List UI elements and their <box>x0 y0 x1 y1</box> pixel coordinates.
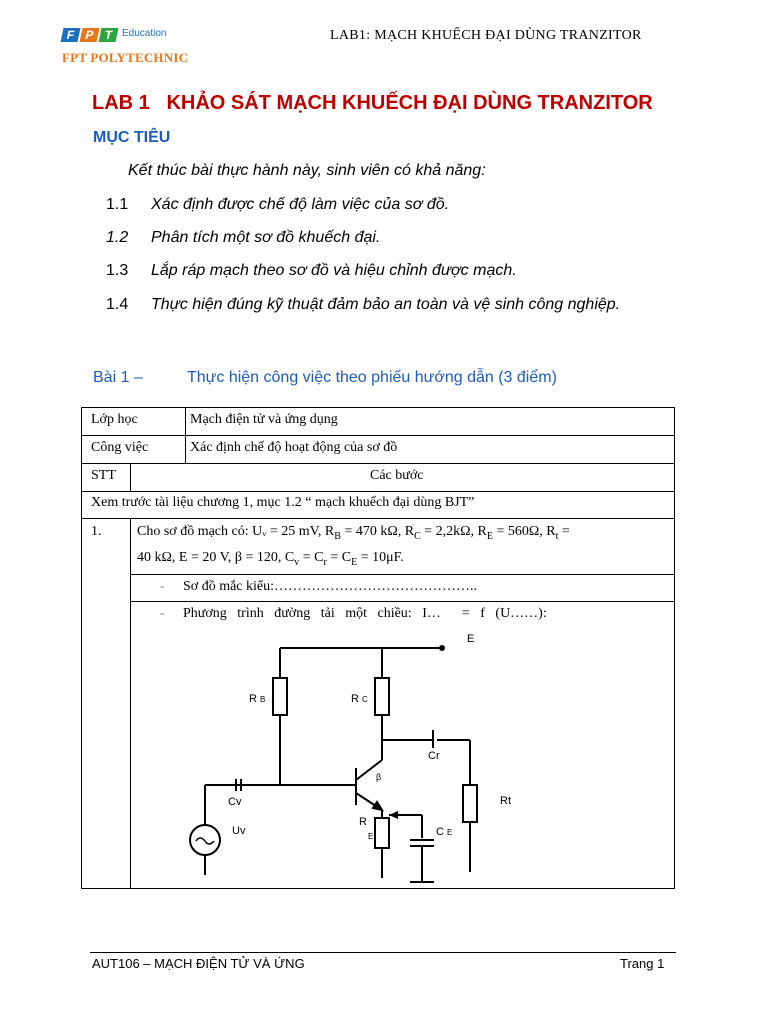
bullet-dash: - <box>160 579 165 594</box>
worksheet-table <box>81 407 675 889</box>
label-re: R <box>359 816 367 828</box>
logo-education: Education <box>122 28 167 39</box>
connection-type-question: Sơ đồ mắc kiểu:…………………………………….. <box>183 579 477 594</box>
task-value: Xác định chế độ hoạt động của sơ đồ <box>190 440 398 455</box>
table-rule <box>82 435 674 436</box>
class-label: Lớp học <box>91 412 138 427</box>
label-rt: Rt <box>500 795 511 807</box>
table-rule <box>130 601 674 602</box>
class-value: Mạch điện tử và ứng dụng <box>190 412 338 427</box>
table-rule <box>82 491 674 492</box>
table-rule <box>82 463 674 464</box>
objectives-intro: Kết thúc bài thực hành này, sinh viên có khả năng: <box>128 162 486 179</box>
table-rule <box>185 408 186 463</box>
label-ce: C E <box>436 826 453 838</box>
objective-number: 1.3 <box>106 262 129 279</box>
table-rule <box>130 463 131 491</box>
steps-header: Các bước <box>370 468 424 483</box>
logo-letter-f: F <box>61 28 81 42</box>
objective-text: Thực hiện đúng kỹ thuật đảm bảo an toàn và vệ sinh công nghiệp. <box>151 296 621 313</box>
step-parameters-line1: Cho sơ đồ mạch có: Uᵥ = 25 mV, $R_B = 470$ kΩ, $R_C = 2,2k\Omega$, $R_E = 560\Omega$, $R_t$ = <box>137 524 570 542</box>
logo-letter-t: T <box>99 28 119 42</box>
load-line-question: Phương trình đường tải một chiều: I… = f (U……): <box>183 606 547 621</box>
footer-rule <box>90 952 676 953</box>
label-e: E <box>467 633 475 645</box>
objective-text: Lắp ráp mạch theo sơ đồ và hiệu chỉnh được mạch. <box>151 262 517 279</box>
objectives-heading: MỤC TIÊU <box>93 129 171 146</box>
bullet-dash: - <box>160 606 165 621</box>
stt-header: STT <box>91 468 116 483</box>
objective-text: Xác định được chế độ làm việc của sơ đồ. <box>151 196 450 213</box>
exercise-label: Bài 1 – <box>93 369 143 386</box>
label-re-sub: E <box>368 832 374 841</box>
label-rc: R C <box>351 693 368 705</box>
step-number: 1. <box>91 524 102 539</box>
lab-title: LAB 1 KHẢO SÁT MẠCH KHUẾCH ĐẠI DÙNG TRANZITOR <box>92 92 653 114</box>
label-cr: Cr <box>428 750 440 762</box>
document-header-title: LAB1: MẠCH KHUẾCH ĐẠI DÙNG TRANZITOR <box>330 28 642 43</box>
table-rule <box>82 518 674 519</box>
label-uv: Uv <box>232 825 246 837</box>
footer-course: AUT106 – MẠCH ĐIỆN TỬ VÀ ỨNG <box>92 956 305 971</box>
fpt-logo <box>62 26 202 74</box>
table-rule <box>130 518 131 888</box>
preparation-note: Xem trước tài liệu chương 1, mục 1.2 “ mạch khuếch đại dùng BJT” <box>91 495 475 510</box>
label-beta: β <box>376 772 382 782</box>
footer-page-number: Trang 1 <box>620 956 665 971</box>
logo-letter-p: P <box>80 28 100 42</box>
task-label: Công việc <box>91 440 149 455</box>
objective-number: 1.1 <box>106 196 129 213</box>
step-parameters-line2: 40 kΩ, E = 20 V, β = 120, $C_v = C_r = C_E = 10\mu F$. <box>137 550 404 568</box>
objective-number: 1.2 <box>106 229 129 246</box>
table-rule <box>130 574 674 575</box>
exercise-title: Thực hiện công việc theo phiếu hướng dẫn (3 điểm) <box>187 369 557 386</box>
label-cv: Cv <box>228 796 242 808</box>
label-rb: R B <box>249 693 266 705</box>
logo-polytechnic: FPT POLYTECHNIC <box>62 50 189 65</box>
objective-number: 1.4 <box>106 296 129 313</box>
objective-text: Phân tích một sơ đồ khuếch đại. <box>151 229 381 246</box>
